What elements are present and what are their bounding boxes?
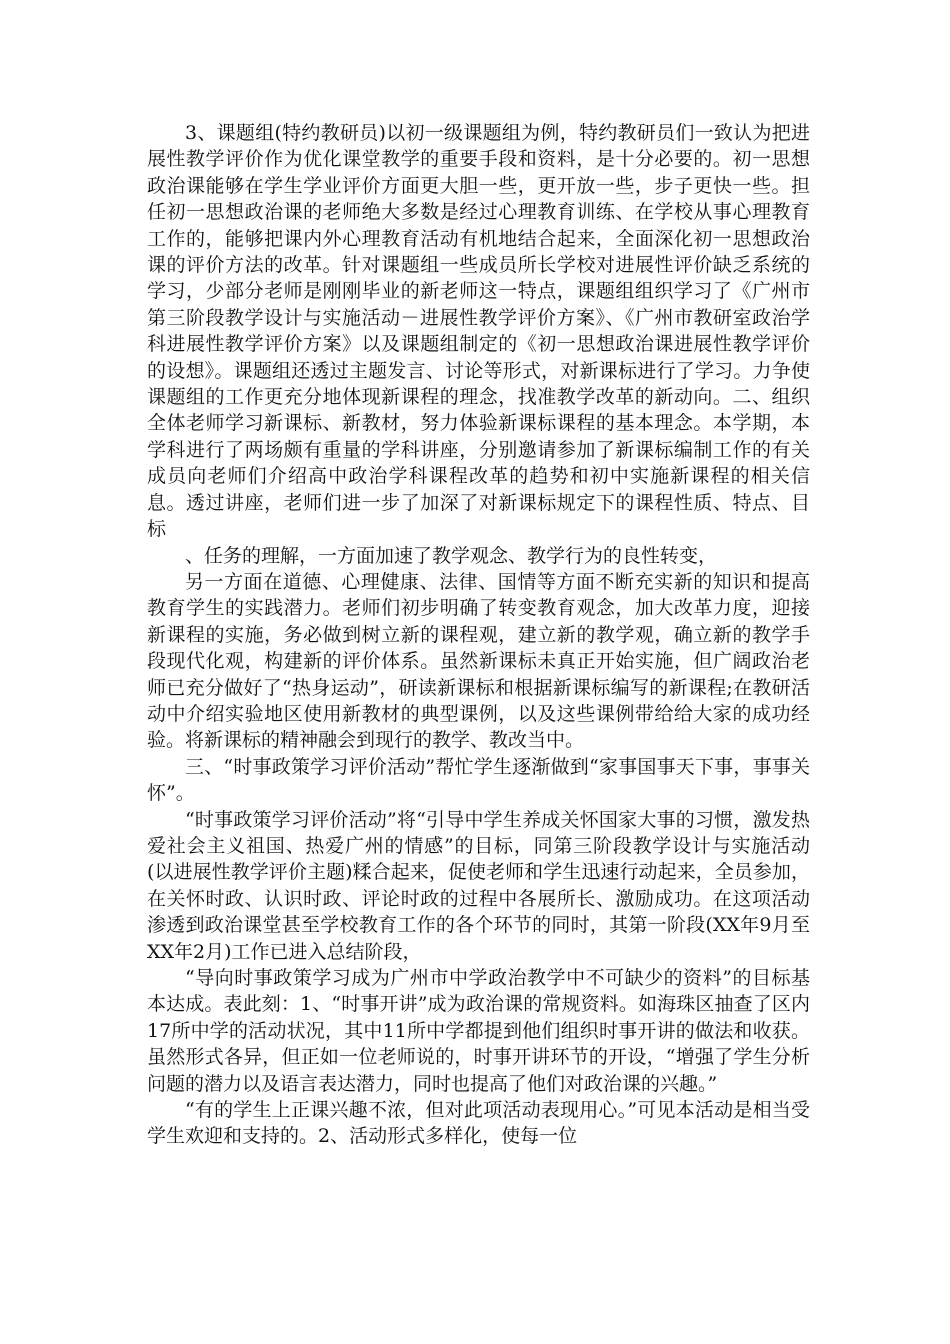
paragraph-6: “导向时事政策学习成为广州市中学政治教学中不可缺少的资料”的目标基本达成。表此刻：1、“时事开讲”成为政治课的常规资料。如海珠区抽查了区内17所中学的活动状况，其中11所中学都提到他们组织时事开讲的做法和收获。虽然形式各异，但正如一位老师说的，时事开讲环节的开设，“增强了学生分析问题的潜力以及语言表达潜力，同时也提高了他们对政治课的兴趣。” — [147, 967, 810, 1095]
paragraph-3: 另一方面在道德、心理健康、法律、国情等方面不断充实新的知识和提高教育学生的实践潜力。老师们初步明确了转变教育观念，加大改革力度，迎接新课程的实施，务必做到树立新的课程观，建立新的教学观，确立新的教学手段现代化观，构建新的评价体系。虽然新课标未真正开始实施，但广阔政治老师已充分做好了“热身运动”，研读新课标和根据新课标编写的新课程;在教研活动中介绍实验地区使用新教材的典型课例，以及这些课例带给给大家的成功经验。将新课标的精神融会到现行的教学、教改当中。 — [147, 570, 810, 752]
paragraph-1: 3、课题组(特约教研员)以初一级课题组为例，特约教研员们一致认为把进展性教学评价作为优化课堂教学的重要手段和资料，是十分必要的。初一思想政治课能够在学生学业评价方面更大胆一些，更开放一些，步子更快一些。担任初一思想政治课的老师绝大多数是经过心理教育训练、在学校从事心理教育工作的，能够把课内外心理教育活动有机地结合起来，全面深化初一思想政治课的评价方法的改革。针对课题组一些成员所长学校对进展性评价缺乏系统的学习，少部分老师是刚刚毕业的新老师这一特点，课题组组织学习了《广州市第三阶段教学设计与实施活动－进展性教学评价方案》、《广州市教研室政治学科进展性教学评价方案》以及课题组制定的《初一思想政治课进展性教学评价的设想》。课题组还透过主题发言、讨论等形式，对新课标进行了学习。力争使课题组的工作更充分地体现新课程的理念，找准教学改革的新动向。二、组织全体老师学习新课标、新教材，努力体验新课标课程的基本理念。本学期，本学科进行了两场颇有重量的学科讲座，分别邀请参加了新课标编制工作的有关成员向老师们介绍高中政治学科课程改革的趋势和初中实施新课程的相关信息。透过讲座，老师们进一步了加深了对新课标规定下的课程性质、特点、目标 — [147, 122, 810, 541]
paragraph-2: 、任务的理解，一方面加速了教学观念、教学行为的良性转变， — [185, 544, 718, 567]
paragraph-4: 三、“时事政策学习评价活动”帮忙学生逐渐做到“家事国事天下事，事事关怀”。 — [147, 755, 810, 805]
document-body — [147, 120, 810, 1150]
paragraph-7: “有的学生上正课兴趣不浓，但对此项活动表现用心。”可见本活动是相当受学生欢迎和支持的。2、活动形式多样化，使每一位 — [147, 1099, 810, 1148]
paragraph-5: “时事政策学习评价活动”将“引导中学生养成关怀国家大事的习惯，激发热爱社会主义祖国、热爱广州的情感”的目标，同第三阶段教学设计与实施活动(以进展性教学评价主题)糅合起来，促使老师和学生迅速行动起来，全员参加，在关怀时政、认识时政、评论时政的过程中各展所长、激励成功。在这项活动渗透到政治课堂甚至学校教育工作的各个环节的同时，其第一阶段(XX年9月至XX年2月)工作已进入总结阶段， — [147, 808, 810, 963]
